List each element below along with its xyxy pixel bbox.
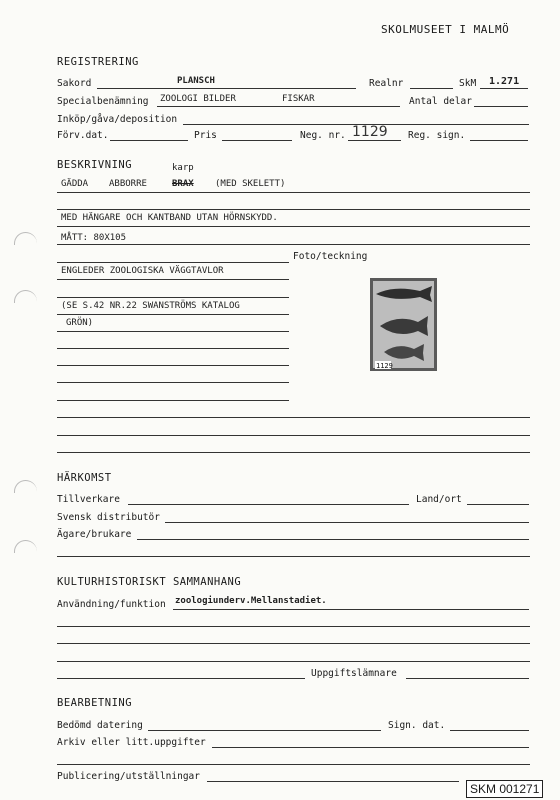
museum-title: SKOLMUSEET I MALMÖ: [381, 23, 510, 36]
desc-katalog: (SE S.42 NR.22 SWANSTRÖMS KATALOG: [61, 301, 240, 311]
pris-label: Pris: [194, 130, 217, 141]
insert-karp: karp: [172, 163, 194, 173]
section-title-kultur: KULTURHISTORISKT SAMMANHANG: [57, 576, 242, 588]
kultur-line: [57, 626, 530, 627]
sakord-value: PLANSCH: [177, 76, 215, 86]
kultur-line: [57, 678, 305, 679]
kultur-line: [57, 661, 530, 662]
skm-value: 1.271: [489, 76, 520, 87]
forv-line: [110, 140, 188, 141]
tillverkare-label: Tillverkare: [57, 494, 120, 505]
punch-hole: [14, 232, 37, 245]
desc-abborre: ABBORRE: [109, 179, 147, 189]
reg-label: Reg. sign.: [408, 130, 466, 141]
bedomd-line: [148, 730, 381, 731]
sakord-label: Sakord: [57, 78, 92, 89]
special-label: Specialbenämning: [57, 96, 149, 107]
desc-line: [57, 348, 289, 349]
desc-skelett: (MED SKELETT): [215, 179, 286, 189]
desc-line: [57, 417, 530, 418]
realnr-label: Realnr: [369, 78, 404, 89]
bearbetning-line: [57, 764, 530, 765]
desc-engleder: ENGLEDER ZOOLOGISKA VÄGGTAVLOR: [61, 266, 224, 276]
realnr-line: [410, 88, 453, 89]
punch-hole: [14, 540, 37, 553]
desc-struck: BRAX: [172, 179, 194, 189]
uppgift-line: [406, 678, 529, 679]
agare-label: Ägare/brukare: [57, 529, 132, 540]
desc-line: [57, 365, 289, 366]
desc-line: [57, 452, 530, 453]
foto-label: Foto/teckning: [293, 251, 368, 262]
special-line: [157, 106, 400, 107]
skm-label: SkM: [459, 78, 477, 89]
pris-line: [222, 140, 292, 141]
fish-photo: [370, 278, 437, 371]
special-value-2: FISKAR: [282, 94, 315, 104]
desc-gron: GRÖN): [66, 318, 94, 328]
desc-line: [57, 331, 289, 332]
reg-line: [470, 140, 528, 141]
neg-value: 1129: [352, 124, 388, 140]
uppgift-label: Uppgiftslämnare: [311, 668, 397, 679]
fish-drawing: [370, 278, 437, 371]
sign-line: [450, 730, 529, 731]
antal-line: [474, 106, 528, 107]
special-value-1: ZOOLOGI BILDER: [160, 94, 236, 104]
section-title-beskrivning: BESKRIVNING: [57, 159, 133, 171]
section-title-harkomst: HÄRKOMST: [57, 472, 112, 484]
neg-label: Neg. nr.: [300, 130, 346, 141]
desc-gadda: GÄDDA: [61, 179, 89, 189]
anvandning-label: Användning/funktion: [57, 599, 166, 610]
harkomst-line: [57, 556, 530, 557]
desc-line: [57, 435, 530, 436]
desc-line: [57, 400, 289, 401]
distributor-line: [165, 522, 529, 523]
bedomd-label: Bedömd datering: [57, 720, 143, 731]
desc-line: [57, 192, 530, 193]
inkop-label: Inköp/gåva/deposition: [57, 114, 178, 125]
section-title-bearbetning: BEARBETNING: [57, 697, 133, 709]
desc-line: [57, 262, 289, 263]
distributor-label: Svensk distributör: [57, 512, 160, 523]
agare-line: [137, 539, 529, 540]
anvandning-line: [173, 609, 529, 610]
desc-line: [57, 209, 530, 210]
desc-line: [57, 314, 289, 315]
desc-line: [57, 382, 289, 383]
desc-line: [57, 279, 289, 280]
anvandning-value: zoologiunderv.Mellanstadiet.: [175, 596, 327, 606]
sign-label: Sign. dat.: [388, 720, 446, 731]
publicering-label: Publicering/utställningar: [57, 771, 200, 782]
photo-number: 1129: [376, 362, 393, 370]
desc-matt: MÅTT: 80X105: [61, 233, 127, 243]
antal-label: Antal delar: [409, 96, 472, 107]
punch-hole: [14, 480, 37, 493]
publicering-line: [207, 781, 459, 782]
desc-hangare: MED HÄNGARE OCH KANTBAND UTAN HÖRNSKYDD.: [61, 213, 278, 223]
skm-line: [480, 88, 528, 89]
land-label: Land/ort: [416, 494, 462, 505]
tillverkare-line: [128, 504, 409, 505]
punch-hole: [14, 290, 37, 303]
forv-label: Förv.dat.: [57, 130, 109, 141]
desc-line: [57, 244, 530, 245]
sakord-line: [97, 88, 356, 89]
land-line: [467, 504, 529, 505]
desc-line: [57, 226, 530, 227]
section-title-registrering: REGISTRERING: [57, 56, 139, 68]
inventory-label: SKM 001271: [466, 780, 543, 798]
arkiv-line: [212, 747, 529, 748]
neg-line: [348, 140, 401, 141]
kultur-line: [57, 643, 530, 644]
desc-line: [57, 297, 289, 298]
arkiv-label: Arkiv eller litt.uppgifter: [57, 737, 206, 748]
